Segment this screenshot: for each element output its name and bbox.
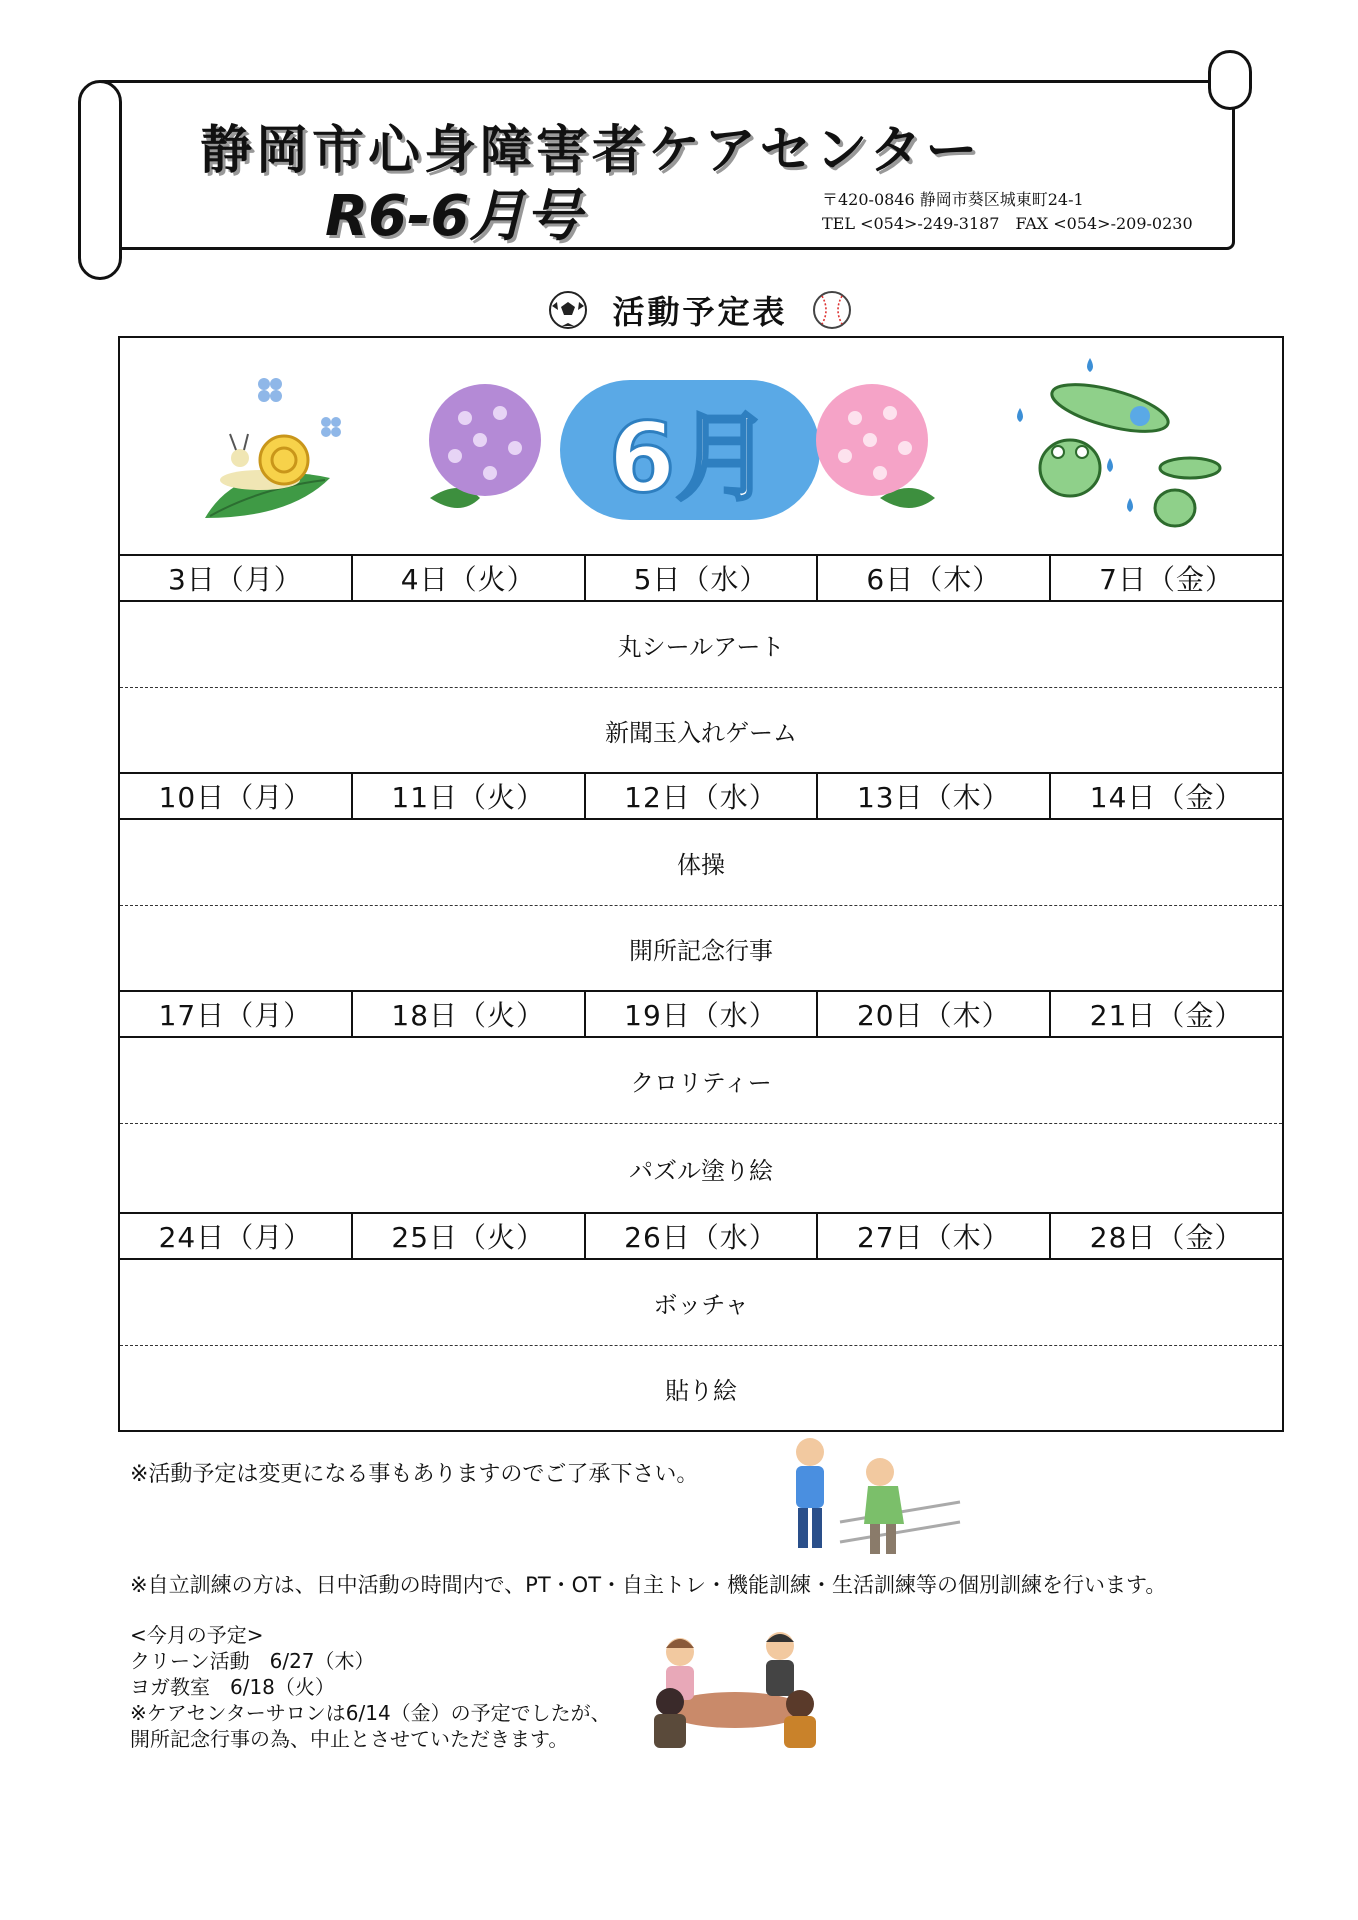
date-cell: 11日（火） [353, 774, 586, 818]
postal-address: 〒420-0846 静岡市葵区城東町24-1 [822, 190, 1084, 209]
month-label: 6月 [608, 401, 772, 514]
pink-hydrangea-icon [810, 378, 940, 518]
activity-cell: パズル塗り絵 [120, 1124, 1282, 1214]
date-cell: 26日（水） [586, 1214, 819, 1258]
monthly-schedule [130, 1622, 611, 1752]
date-cell: 18日（火） [353, 992, 586, 1036]
monthly-heading: <今月の予定> [130, 1623, 264, 1647]
activity-cell: 丸シールアート [120, 602, 1282, 688]
activity-cell: ボッチャ [120, 1260, 1282, 1346]
date-cell: 3日（月） [120, 556, 353, 600]
activity-cell: 開所記念行事 [120, 906, 1282, 992]
date-cell: 19日（水） [586, 992, 819, 1036]
baseball-icon [812, 290, 852, 330]
activity-schedule-table [118, 336, 1284, 1432]
monthly-line: ※ケアセンターサロンは6/14（金）の予定でしたが、 [130, 1701, 611, 1725]
date-cell: 27日（木） [818, 1214, 1051, 1258]
date-cell: 13日（木） [818, 774, 1051, 818]
week-4 [120, 1214, 1282, 1430]
snail-on-leaf-icon [200, 368, 360, 528]
scroll-curl-left [78, 80, 122, 280]
activity-cell: 貼り絵 [665, 1376, 737, 1405]
date-row [120, 992, 1282, 1038]
rehab-walking-illustration [780, 1432, 970, 1562]
activity-cell: 体操 [120, 820, 1282, 906]
date-cell: 17日（月） [120, 992, 353, 1036]
date-row [120, 774, 1282, 820]
purple-hydrangea-icon [420, 378, 550, 518]
date-row [120, 556, 1282, 602]
address-block [822, 188, 1193, 236]
date-cell: 4日（火） [353, 556, 586, 600]
training-notice: ※自立訓練の方は、日中活動の時間内で、PT・OT・自主トレ・機能訓練・生活訓練等の個別訓練を行います。 [130, 1573, 1167, 1597]
date-cell: 14日（金） [1089, 781, 1244, 814]
month-banner [120, 338, 1282, 556]
monthly-line: ヨガ教室 6/18（火） [130, 1675, 335, 1699]
date-row [120, 1214, 1282, 1260]
meeting-illustration [640, 1622, 830, 1752]
date-cell: 5日（水） [586, 556, 819, 600]
date-cell: 7日（金） [1099, 563, 1234, 596]
date-cell: 20日（木） [818, 992, 1051, 1036]
week-3 [120, 992, 1282, 1214]
monthly-line: クリーン活動 6/27（木） [130, 1649, 375, 1673]
change-notice: ※活動予定は変更になる事もありますのでご了承下さい。 [130, 1462, 699, 1487]
phone-fax: TEL <054>-249-3187 FAX <054>-209-0230 [822, 214, 1193, 233]
week-2 [120, 774, 1282, 992]
date-cell: 12日（水） [586, 774, 819, 818]
organization-name: 静岡市心身障害者ケアセンター [200, 121, 982, 181]
monthly-line: 開所記念行事の為、中止とさせていただきます。 [130, 1727, 569, 1751]
activity-cell: クロリティー [120, 1038, 1282, 1124]
date-cell: 6日（木） [818, 556, 1051, 600]
month-cloud [560, 380, 820, 520]
scroll-curl-right [1208, 50, 1252, 110]
schedule-heading [540, 290, 860, 330]
date-cell: 10日（月） [120, 774, 353, 818]
issue-title: R6-6月号 [325, 184, 582, 249]
schedule-title: 活動予定表 [612, 293, 788, 331]
week-1 [120, 556, 1282, 774]
date-cell: 21日（金） [1089, 999, 1244, 1032]
activity-cell: 新聞玉入れゲーム [120, 688, 1282, 774]
date-cell: 25日（火） [353, 1214, 586, 1258]
date-cell: 24日（月） [120, 1214, 353, 1258]
date-cell: 28日（金） [1089, 1221, 1244, 1254]
soccer-ball-icon [548, 290, 588, 330]
frogs-in-rain-icon [1000, 348, 1230, 548]
